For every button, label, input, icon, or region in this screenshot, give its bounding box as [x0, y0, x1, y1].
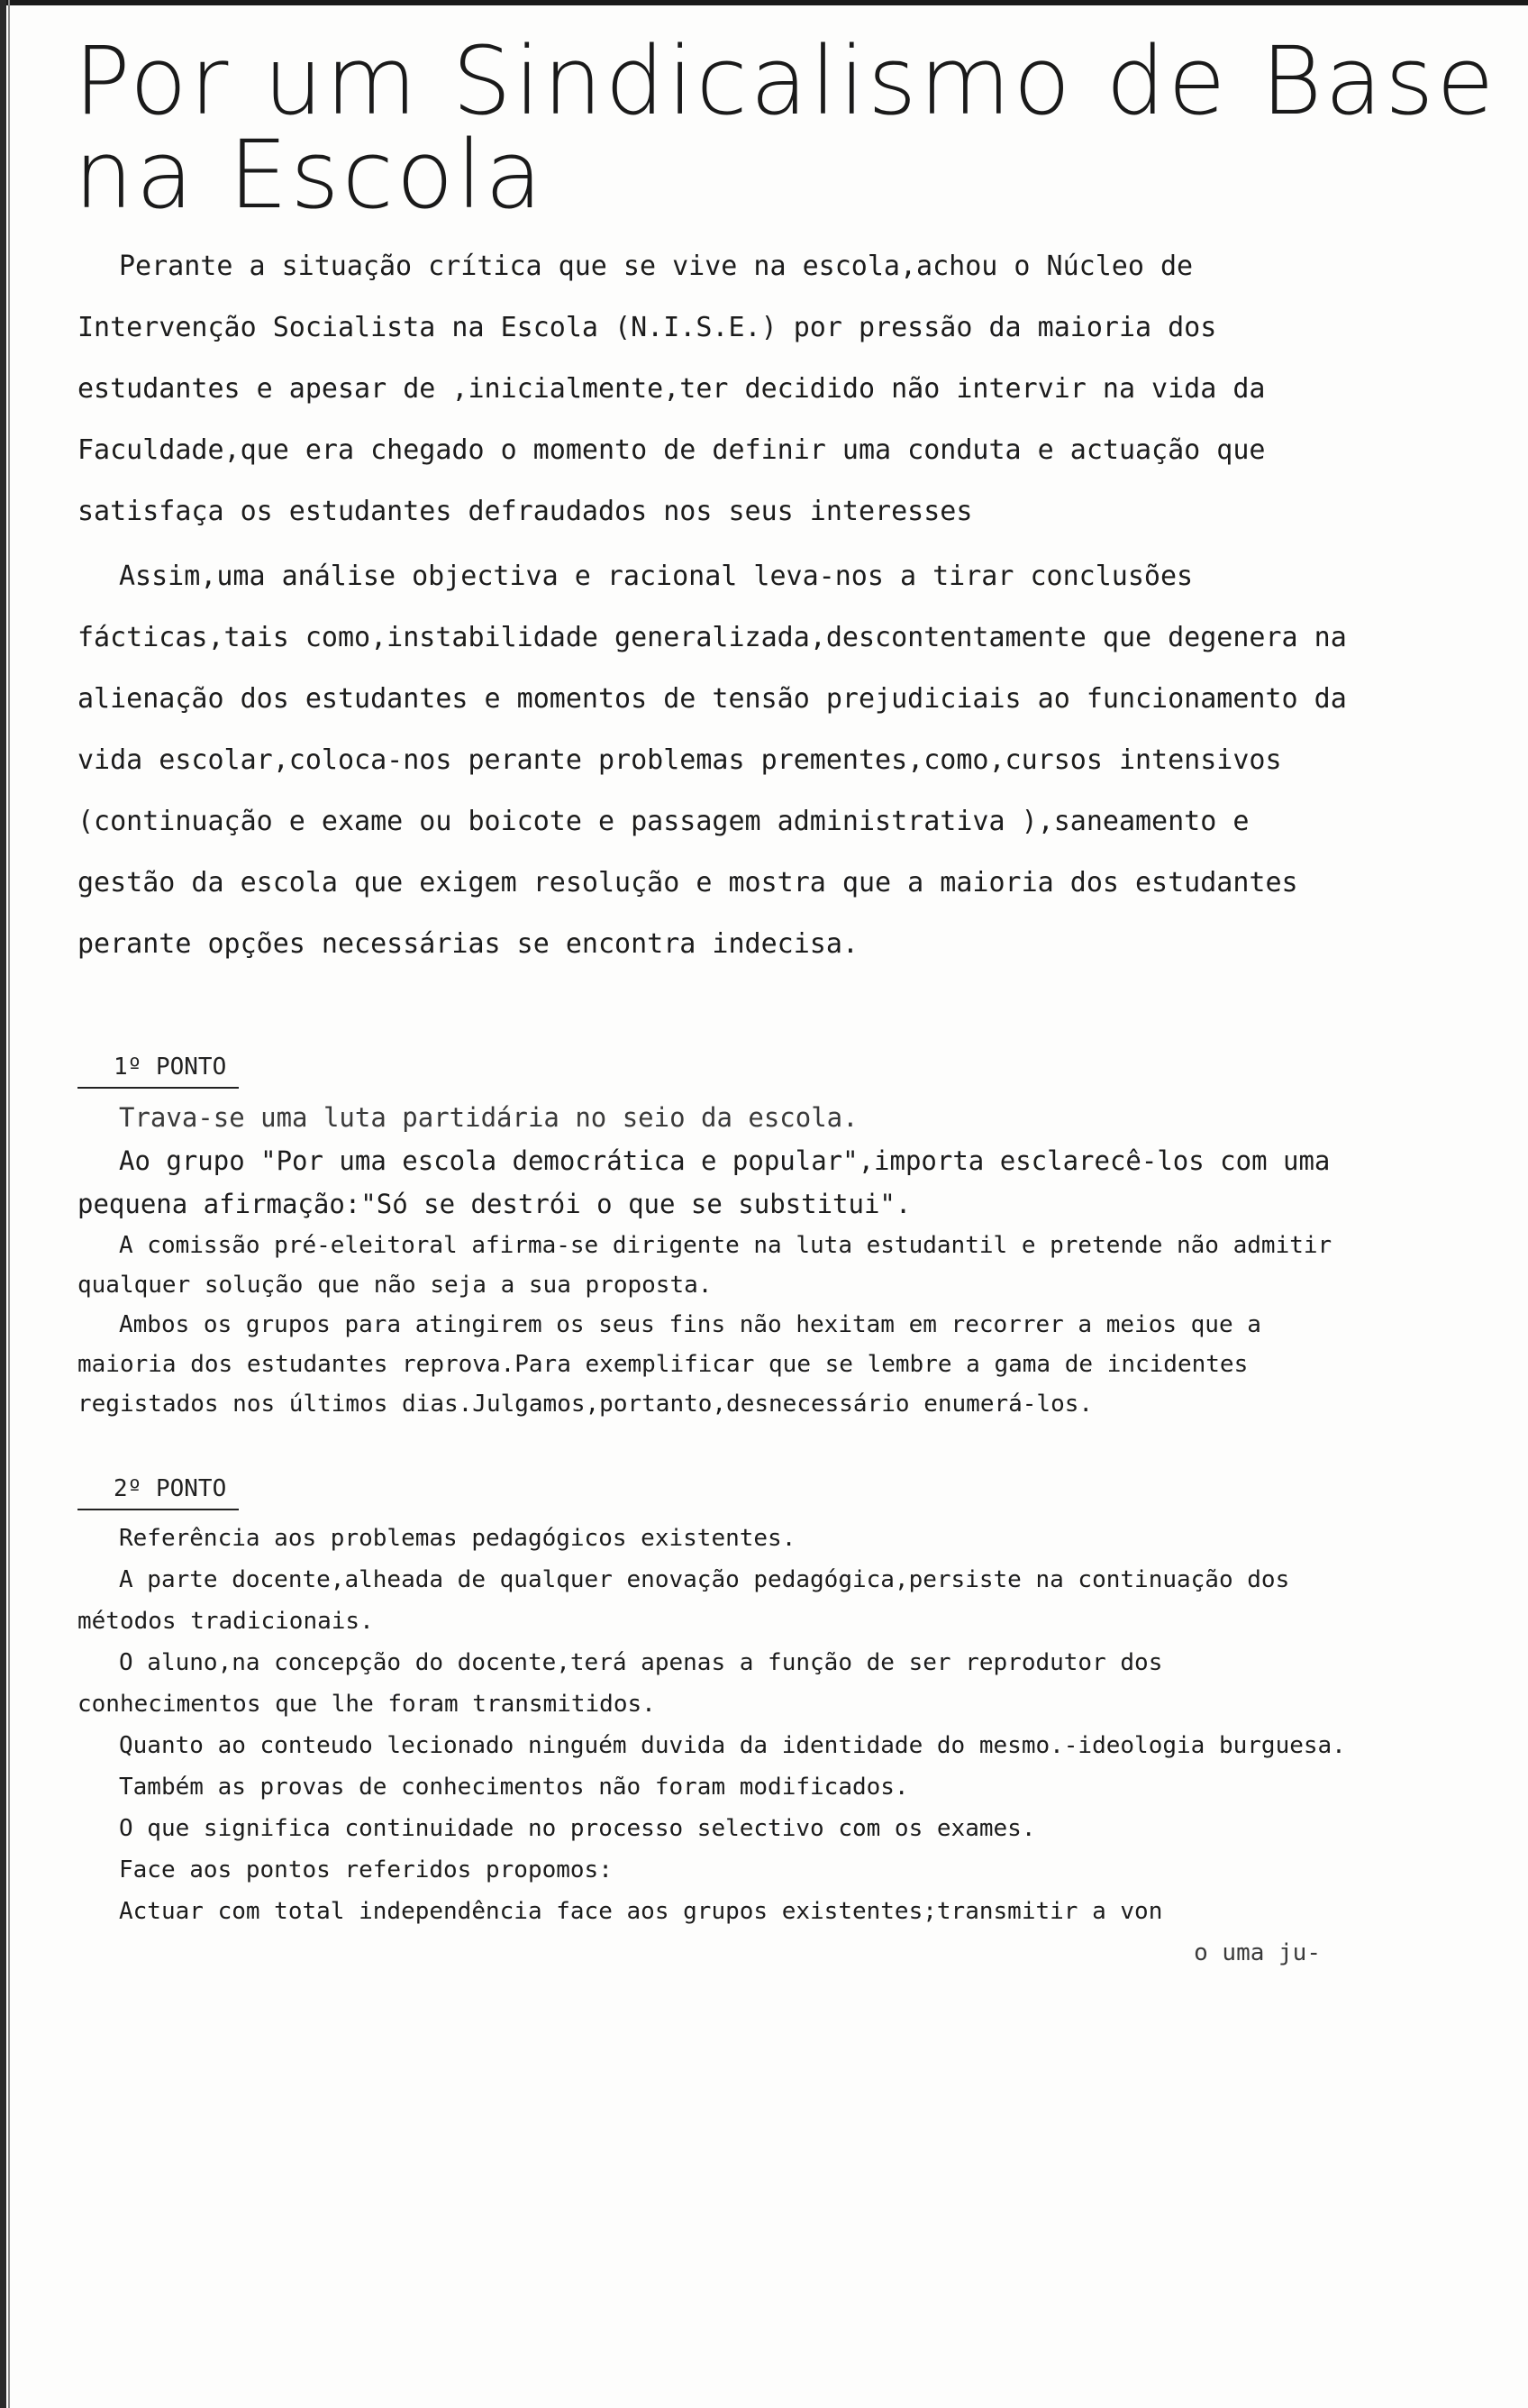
intro-paragraph-2: Assim,uma análise objectiva e racional leva-nos a tirar conclusões fácticas,tais como,instabilidade generalizada,descontentamente que degenera na alienação dos estudantes e momentos de tensão prejudiciais ao funcionamento da vida escolar,coloca-nos perante problemas prementes,como,cursos intensivos (continuação e exame ou boicote e passagem administrativa ),saneamento e gestão da escola que exigem resolução e mostra que a maioria dos estudantes perante opções necessárias se encontra indecisa. — [77, 561, 1363, 960]
section-1 — [77, 1096, 1357, 1424]
section-1-paragraph: Ambos os grupos para atingirem os seus fins não hexitam em recorrer a meios que a maioria dos estudantes reprova.Para exemplificar que se lembre a gama de incidentes registados nos últimos dias.Julgamos,portanto,desnecessário enumerá-los. — [77, 1311, 1276, 1418]
section-2-paragraph: O aluno,na concepção do docente,terá apenas a função de ser reprodutor dos conhecimentos que lhe foram transmitidos. — [77, 1649, 1178, 1718]
intro-section — [77, 236, 1363, 975]
section-heading-1: 1º PONTO — [77, 1049, 239, 1089]
section-1-paragraph: Trava-se uma luta partidária no seio da escola. — [119, 1102, 859, 1133]
section-2-paragraph: Referência aos problemas pedagógicos existentes. — [119, 1525, 796, 1552]
section-2-paragraph: Quanto ao conteudo lecionado ninguém duvida da identidade do mesmo.-ideologia burguesa. — [119, 1732, 1346, 1759]
title-line-1: Por um Sindicalismo de Base — [74, 26, 1497, 136]
section-heading-2: 2º PONTO — [77, 1471, 239, 1510]
section-2 — [77, 1518, 1357, 1974]
section-1-paragraph: A comissão pré-eleitoral afirma-se dirigente na luta estudantil e pretende não admitir qualquer solução que não seja a sua proposta. — [77, 1232, 1346, 1299]
section-2-paragraph: Actuar com total independência face aos grupos existentes;transmitir a von — [119, 1898, 1163, 1925]
section-2-paragraph: A parte docente,alheada de qualquer enovação pedagógica,persiste na continuação dos métodos tradicionais. — [77, 1566, 1304, 1635]
scan-border-left — [0, 0, 6, 2408]
title-line-2: na Escola — [74, 120, 546, 230]
intro-paragraph-1: Perante a situação crítica que se vive na escola,achou o Núcleo de Intervenção Socialista na Escola (N.I.S.E.) por pressão da maioria dos estudantes e apesar de ,inicialmente,ter decidido não intervir na vida da Faculdade,que era chegado o momento de definir uma conduta e actuação que satisfaça os estudantes defraudados nos seus interesses — [77, 251, 1282, 527]
scan-border-top — [0, 0, 1528, 5]
section-1-paragraph: Ao grupo "Por uma escola democrática e popular",importa esclarecê-los com uma pequena afirmação:"Só se destrói o que se substitui". — [77, 1145, 1346, 1219]
page-title — [74, 26, 1497, 230]
document-body — [77, 236, 1363, 1974]
trailing-fragment: o uma ju- — [1194, 1939, 1321, 1966]
section-2-paragraph: Também as provas de conhecimentos não foram modificados. — [119, 1774, 909, 1801]
scan-border-left-inner — [8, 0, 10, 2408]
section-2-paragraph: O que significa continuidade no processo selectivo com os exames. — [119, 1815, 1036, 1842]
section-2-paragraph: Face aos pontos referidos propomos: — [119, 1856, 613, 1884]
